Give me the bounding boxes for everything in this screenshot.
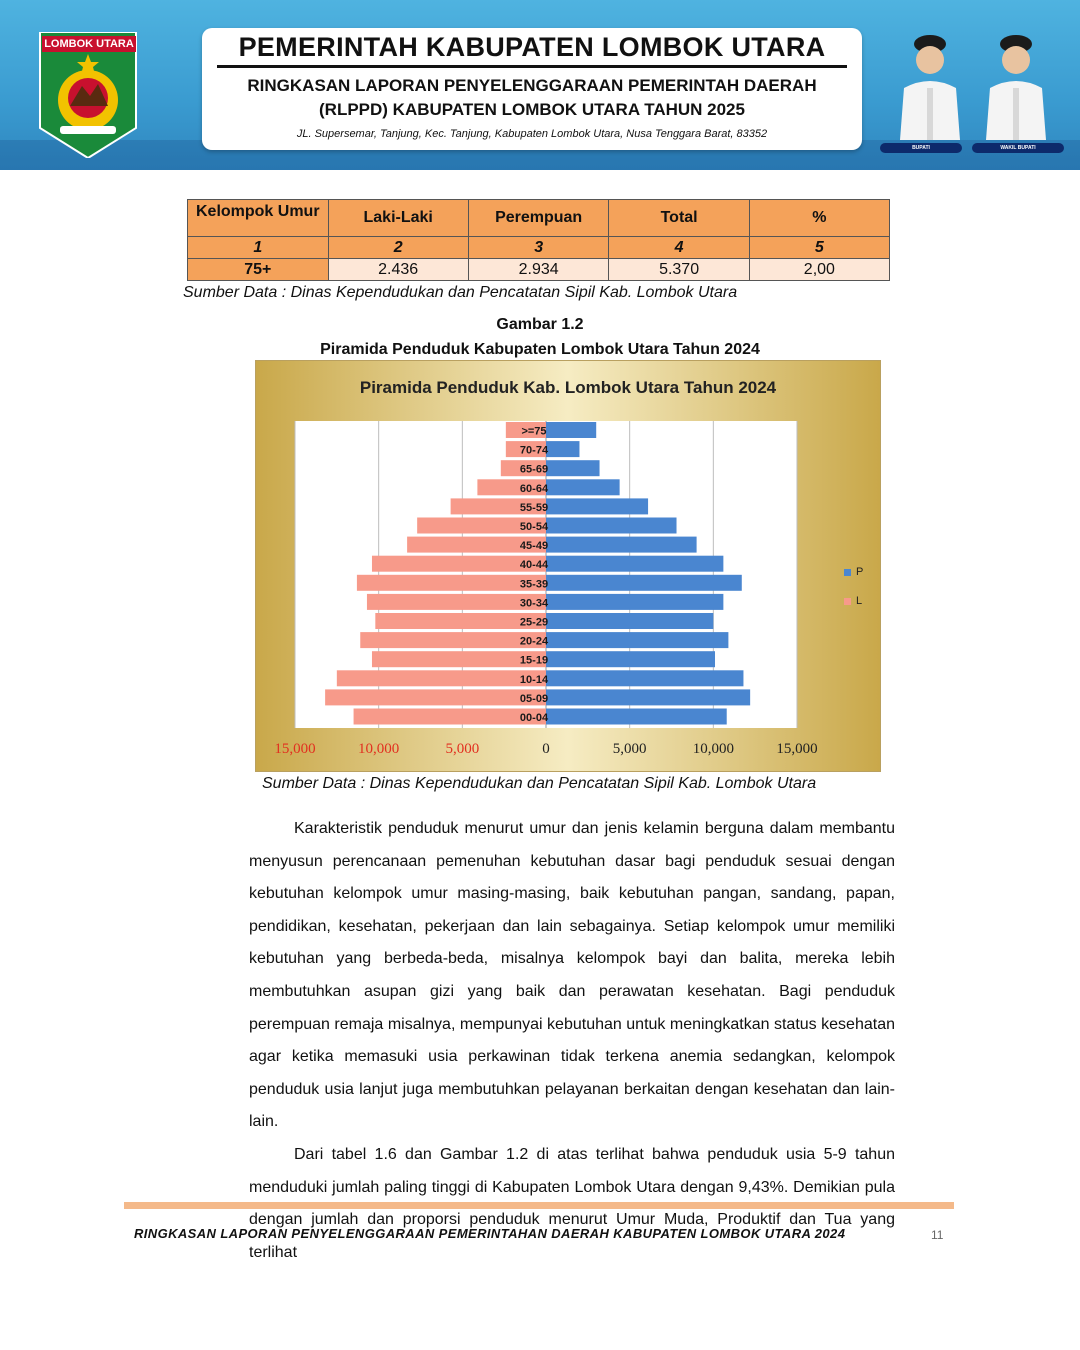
x-tick-label: 5,000 — [445, 741, 480, 757]
table-cell: 2,00 — [749, 259, 889, 281]
table-header-cell: Laki-Laki — [328, 200, 468, 237]
category-label: 55-59 — [519, 501, 549, 514]
category-label: 00-04 — [519, 712, 549, 724]
header-address: JL. Supersemar, Tanjung, Kec. Tanjung, Kabupaten Lombok Utara, Nusa Tenggara Barat, 83352 — [296, 128, 768, 140]
chart-source-note: Sumber Data : Dinas Kependudukan dan Pencatatan Sipil Kab. Lombok Utara — [262, 775, 817, 792]
legend-label: P — [856, 566, 864, 578]
bar-p — [546, 709, 727, 725]
table-cell: 2 — [328, 237, 468, 259]
x-tick-label: 10,000 — [358, 741, 400, 757]
legend-swatch — [844, 598, 851, 605]
table-cell: 1 — [188, 237, 329, 259]
category-label: 25-29 — [519, 616, 549, 629]
bar-p — [546, 498, 648, 514]
bar-p — [546, 613, 713, 629]
bar-p — [546, 632, 728, 648]
category-label: 10-14 — [519, 673, 549, 686]
paragraph-2: Dari tabel 1.6 dan Gambar 1.2 di atas terlihat bahwa penduduk usia 5-9 tahun menduduki jumlah paling tinggi di Kabupaten Lombok Utara dengan 9,43%. Demikian pula dengan jumlah dan proporsi penduduk menurut Umur Muda, Produktif dan Tua yang terlihat — [249, 1145, 895, 1261]
footer-text: RINGKASAN LAPORAN PENYELENGGARAAN PEMERINTAHAN DAERAH KABUPATEN LOMBOK UTARA 2024 — [134, 1226, 846, 1241]
table-cell: 2.436 — [328, 259, 468, 281]
paragraph-1: Karakteristik penduduk menurut umur dan jenis kelamin berguna dalam membantu menyusun perencanaan pemenuhan kebutuhan dasar bagi penduduk sesuai dengan kebutuhan kelompok umur masing-masing, baik kebutuhan pangan, sandang, papan, pendidikan, kesehatan, pekerjaan dan lain sebagainya. Setiap kelompok umur memiliki kebutuhan yang berbeda-beda, misalnya kelompok bayi dan balita, mereka lebih membutuhkan asupan gizi yang baik dan perawatan kesehatan. Bagi penduduk perempuan remaja misalnya, mempunyai kebutuhan untuk meningkatkan status kesehatan agar ketika memasuki usia perkawinan tidak terkena anemia sedangkan, kelompok penduduk usia lanjut juga membutuhkan pelayanan berkaitan dengan kesehatan dan lain-lain. — [249, 820, 895, 1131]
bar-p — [546, 460, 600, 476]
bar-l — [357, 575, 549, 591]
bar-p — [546, 556, 723, 572]
bar-l — [337, 670, 546, 686]
legend-item — [844, 595, 862, 607]
bar-p — [546, 441, 579, 457]
official-1-role: BUPATI — [880, 143, 962, 153]
x-tick-label: 15,000 — [776, 741, 818, 757]
header-subtitle-1: RINGKASAN LAPORAN PENYELENGGARAAN PEMERINTAH DAERAH — [247, 76, 817, 95]
figure-caption: Piramida Penduduk Kabupaten Lombok Utara Tahun 2024 — [320, 341, 760, 358]
official-2-role: WAKIL BUPATI — [972, 143, 1064, 153]
category-label: 50-54 — [519, 521, 549, 533]
table-header-cell: % — [749, 200, 889, 237]
category-label: 05-09 — [519, 692, 549, 705]
page-number: 11 — [931, 1228, 944, 1242]
category-label: 30-34 — [519, 597, 549, 610]
category-label: 15-19 — [519, 654, 549, 667]
figure-label: Gambar 1.2 — [496, 316, 584, 333]
x-tick-label: 10,000 — [692, 741, 734, 757]
bar-p — [546, 670, 743, 686]
legend-item — [844, 566, 863, 578]
table-cell: 3 — [468, 237, 609, 259]
table-header-cell: Perempuan — [468, 200, 609, 237]
bar-p — [546, 518, 677, 534]
category-label: 20-24 — [519, 635, 549, 648]
table-header-cell: Kelompok Umur — [188, 200, 329, 237]
x-tick-label: 0 — [542, 741, 550, 757]
category-label: 60-64 — [519, 482, 549, 495]
footer-rule — [124, 1202, 954, 1209]
legend-label: L — [856, 595, 863, 607]
bar-p — [546, 422, 596, 438]
bar-l — [360, 632, 546, 648]
bar-l — [325, 689, 549, 705]
bar-p — [546, 479, 620, 495]
header-title: PEMERINTAH KABUPATEN LOMBOK UTARA — [238, 32, 826, 62]
category-label: 70-74 — [519, 444, 549, 457]
bar-p — [546, 651, 715, 667]
body-text — [249, 813, 895, 1269]
table-cell: 5 — [749, 237, 889, 259]
bar-p — [546, 537, 697, 553]
table-cell: 75+ — [188, 259, 329, 281]
header-subtitle-2: (RLPPD) KABUPATEN LOMBOK UTARA TAHUN 2025 — [319, 100, 745, 119]
category-label: 65-69 — [519, 463, 549, 476]
category-label: 40-44 — [519, 559, 549, 572]
category-label: 45-49 — [519, 540, 549, 553]
table-cell: 2.934 — [468, 259, 609, 281]
x-tick-label: 15,000 — [274, 741, 316, 757]
table-cell: 5.370 — [609, 259, 749, 281]
bar-p — [546, 575, 742, 591]
logo-label: LOMBOK UTARA — [42, 36, 136, 52]
table-cell: 4 — [609, 237, 749, 259]
chart-title: Piramida Penduduk Kab. Lombok Utara Tahun 2024 — [359, 378, 777, 397]
bar-l — [354, 709, 546, 725]
bar-p — [546, 689, 750, 705]
category-label: >=75 — [521, 425, 547, 438]
bar-p — [546, 594, 723, 610]
x-tick-label: 5,000 — [612, 741, 647, 757]
category-label: 35-39 — [519, 578, 549, 591]
legend-swatch — [844, 569, 851, 576]
table-source-note: Sumber Data : Dinas Kependudukan dan Pencatatan Sipil Kab. Lombok Utara — [183, 284, 738, 301]
table-header-cell: Total — [609, 200, 749, 237]
